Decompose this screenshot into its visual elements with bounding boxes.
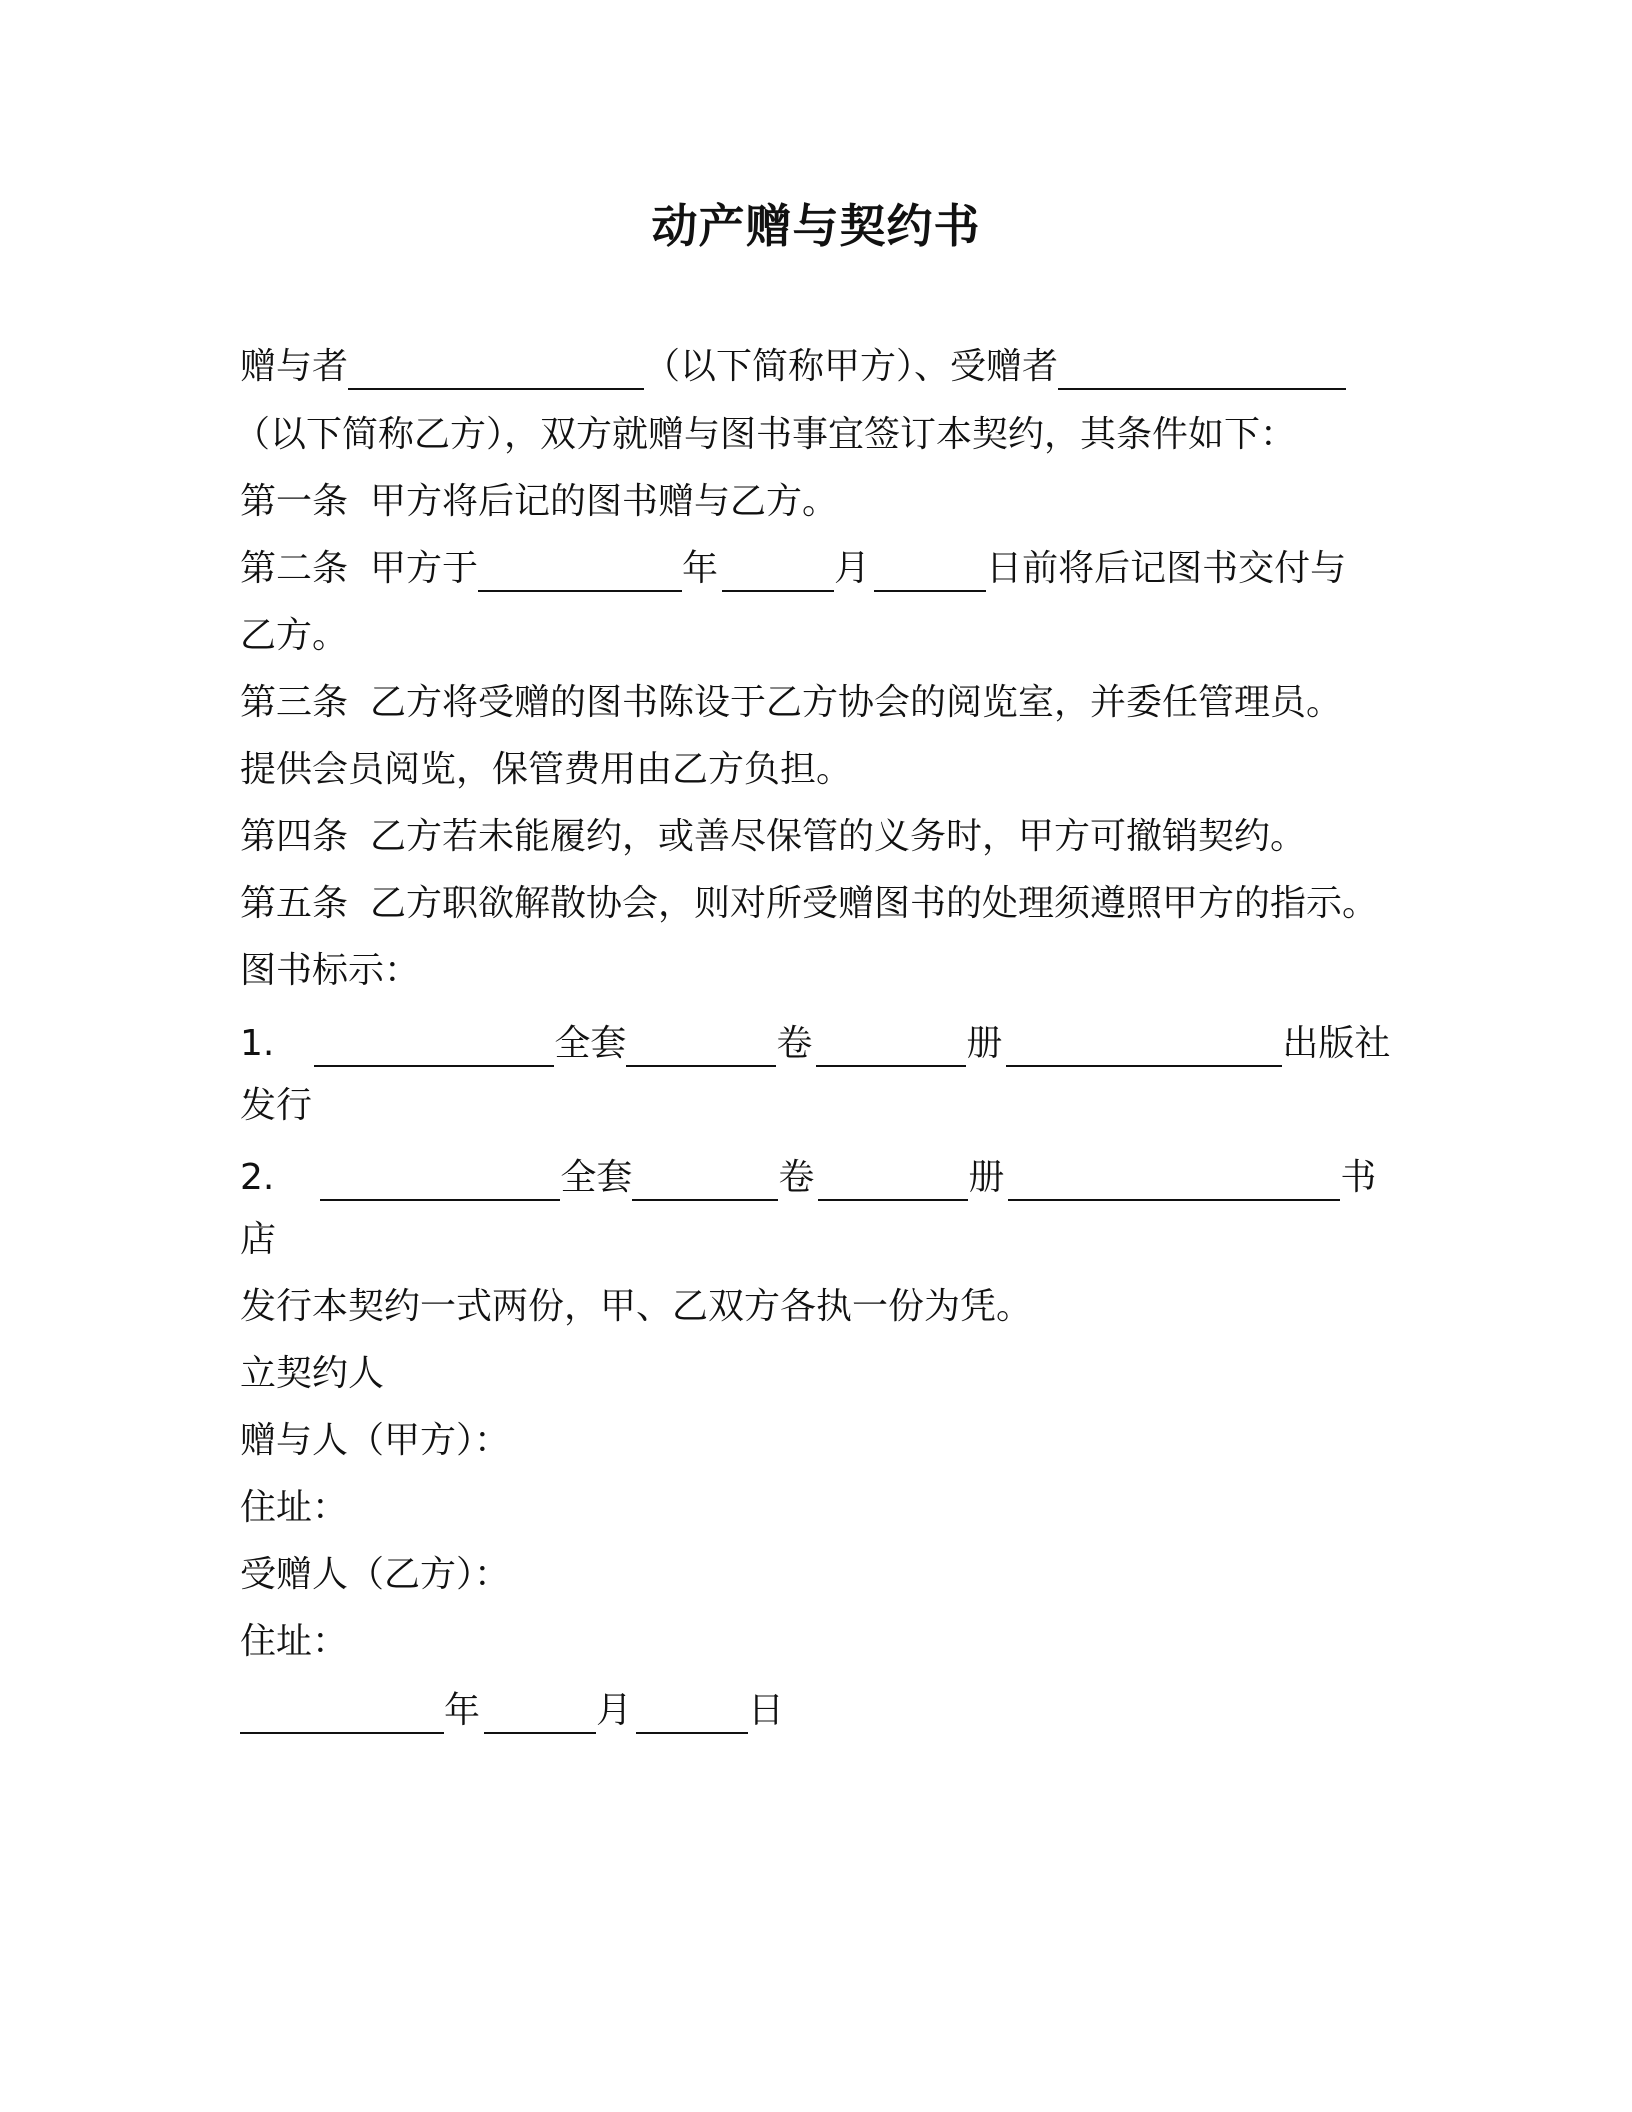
book-2-store: 书 — [1340, 1157, 1377, 1198]
donor-suffix: （以下简称甲方）、受赠者 — [644, 346, 1059, 387]
article-4-text: 乙方若未能履约，或善尽保管的义务时，甲方可撤销契约。 — [370, 816, 1307, 857]
book-2-number: 2. — [240, 1157, 275, 1198]
book-1-number: 1. — [240, 1023, 275, 1064]
article-1-label: 第一条 — [240, 481, 349, 522]
book-item-1 — [240, 1016, 1390, 1072]
book-1-title-blank[interactable] — [314, 1025, 554, 1067]
book-2-set: 全套 — [560, 1157, 633, 1198]
document-title: 动产赠与契约书 — [651, 199, 981, 253]
signatories-heading: 立契约人 — [240, 1353, 385, 1394]
book-1-continued: 发行 — [240, 1085, 313, 1126]
book-1-volume: 卷 — [776, 1023, 813, 1064]
donor-address-label: 住址： — [240, 1487, 349, 1528]
closing-text: 发行本契约一式两份，甲、乙双方各执一份为凭。 — [240, 1286, 1033, 1327]
article-3-text: 乙方将受赠的图书陈设于乙方协会的阅览室，并委任管理员。 — [370, 682, 1343, 723]
delivery-year-blank[interactable] — [478, 550, 682, 592]
article-2-month: 月 — [834, 548, 871, 589]
recipient-name-blank[interactable] — [1058, 348, 1346, 390]
donor-name-blank[interactable] — [348, 348, 644, 390]
article-2 — [240, 541, 1346, 597]
book-item-2 — [240, 1150, 1376, 1206]
intro-line-1 — [240, 339, 1346, 395]
article-2-label: 第二条 — [240, 548, 349, 589]
article-2-prefix: 甲方于 — [370, 548, 479, 589]
signing-month: 月 — [596, 1690, 633, 1731]
article-3-label: 第三条 — [240, 682, 349, 723]
article-5-text: 乙方职欲解散协会，则对所受赠图书的处理须遵照甲方的指示。 — [370, 883, 1379, 924]
article-1 — [240, 474, 838, 530]
book-2-copies-blank[interactable] — [818, 1159, 968, 1201]
book-2-continued: 店 — [240, 1219, 277, 1260]
books-heading: 图书标示： — [240, 950, 421, 991]
signing-day: 日 — [748, 1690, 785, 1731]
book-1-set: 全套 — [554, 1023, 627, 1064]
article-5 — [240, 876, 1378, 932]
signing-day-blank[interactable] — [636, 1692, 748, 1734]
signing-date — [240, 1683, 784, 1739]
donor-label: 赠与者 — [240, 346, 349, 387]
donor-signature-label: 赠与人（甲方）： — [240, 1420, 511, 1461]
book-2-copies: 册 — [968, 1157, 1005, 1198]
article-2-year: 年 — [682, 548, 719, 589]
book-1-copies-blank[interactable] — [816, 1025, 966, 1067]
book-1-publisher-blank[interactable] — [1006, 1025, 1282, 1067]
book-2-store-blank[interactable] — [1008, 1159, 1340, 1201]
delivery-month-blank[interactable] — [722, 550, 834, 592]
book-1-copies: 册 — [966, 1023, 1003, 1064]
book-1-volume-blank[interactable] — [626, 1025, 776, 1067]
book-2-volume-blank[interactable] — [632, 1159, 778, 1201]
article-4-label: 第四条 — [240, 816, 349, 857]
article-5-label: 第五条 — [240, 883, 349, 924]
signing-month-blank[interactable] — [484, 1692, 596, 1734]
article-3-continued: 提供会员阅览，保管费用由乙方负担。 — [240, 749, 853, 790]
delivery-day-blank[interactable] — [874, 550, 986, 592]
signing-year-blank[interactable] — [240, 1692, 444, 1734]
article-2-suffix: 日前将后记图书交付与 — [986, 548, 1347, 589]
book-1-publisher: 出版社 — [1282, 1023, 1391, 1064]
article-3 — [240, 675, 1342, 731]
signing-year: 年 — [444, 1690, 481, 1731]
intro-line-2: （以下简称乙方），双方就赠与图书事宜签订本契约，其条件如下： — [234, 414, 1297, 455]
recipient-address-label: 住址： — [240, 1621, 349, 1662]
article-2-continued: 乙方。 — [240, 615, 349, 656]
book-2-title-blank[interactable] — [320, 1159, 560, 1201]
article-1-text: 甲方将后记的图书赠与乙方。 — [370, 481, 839, 522]
recipient-signature-label: 受赠人（乙方）： — [240, 1554, 511, 1595]
book-2-volume: 卷 — [778, 1157, 815, 1198]
article-4 — [240, 809, 1306, 865]
